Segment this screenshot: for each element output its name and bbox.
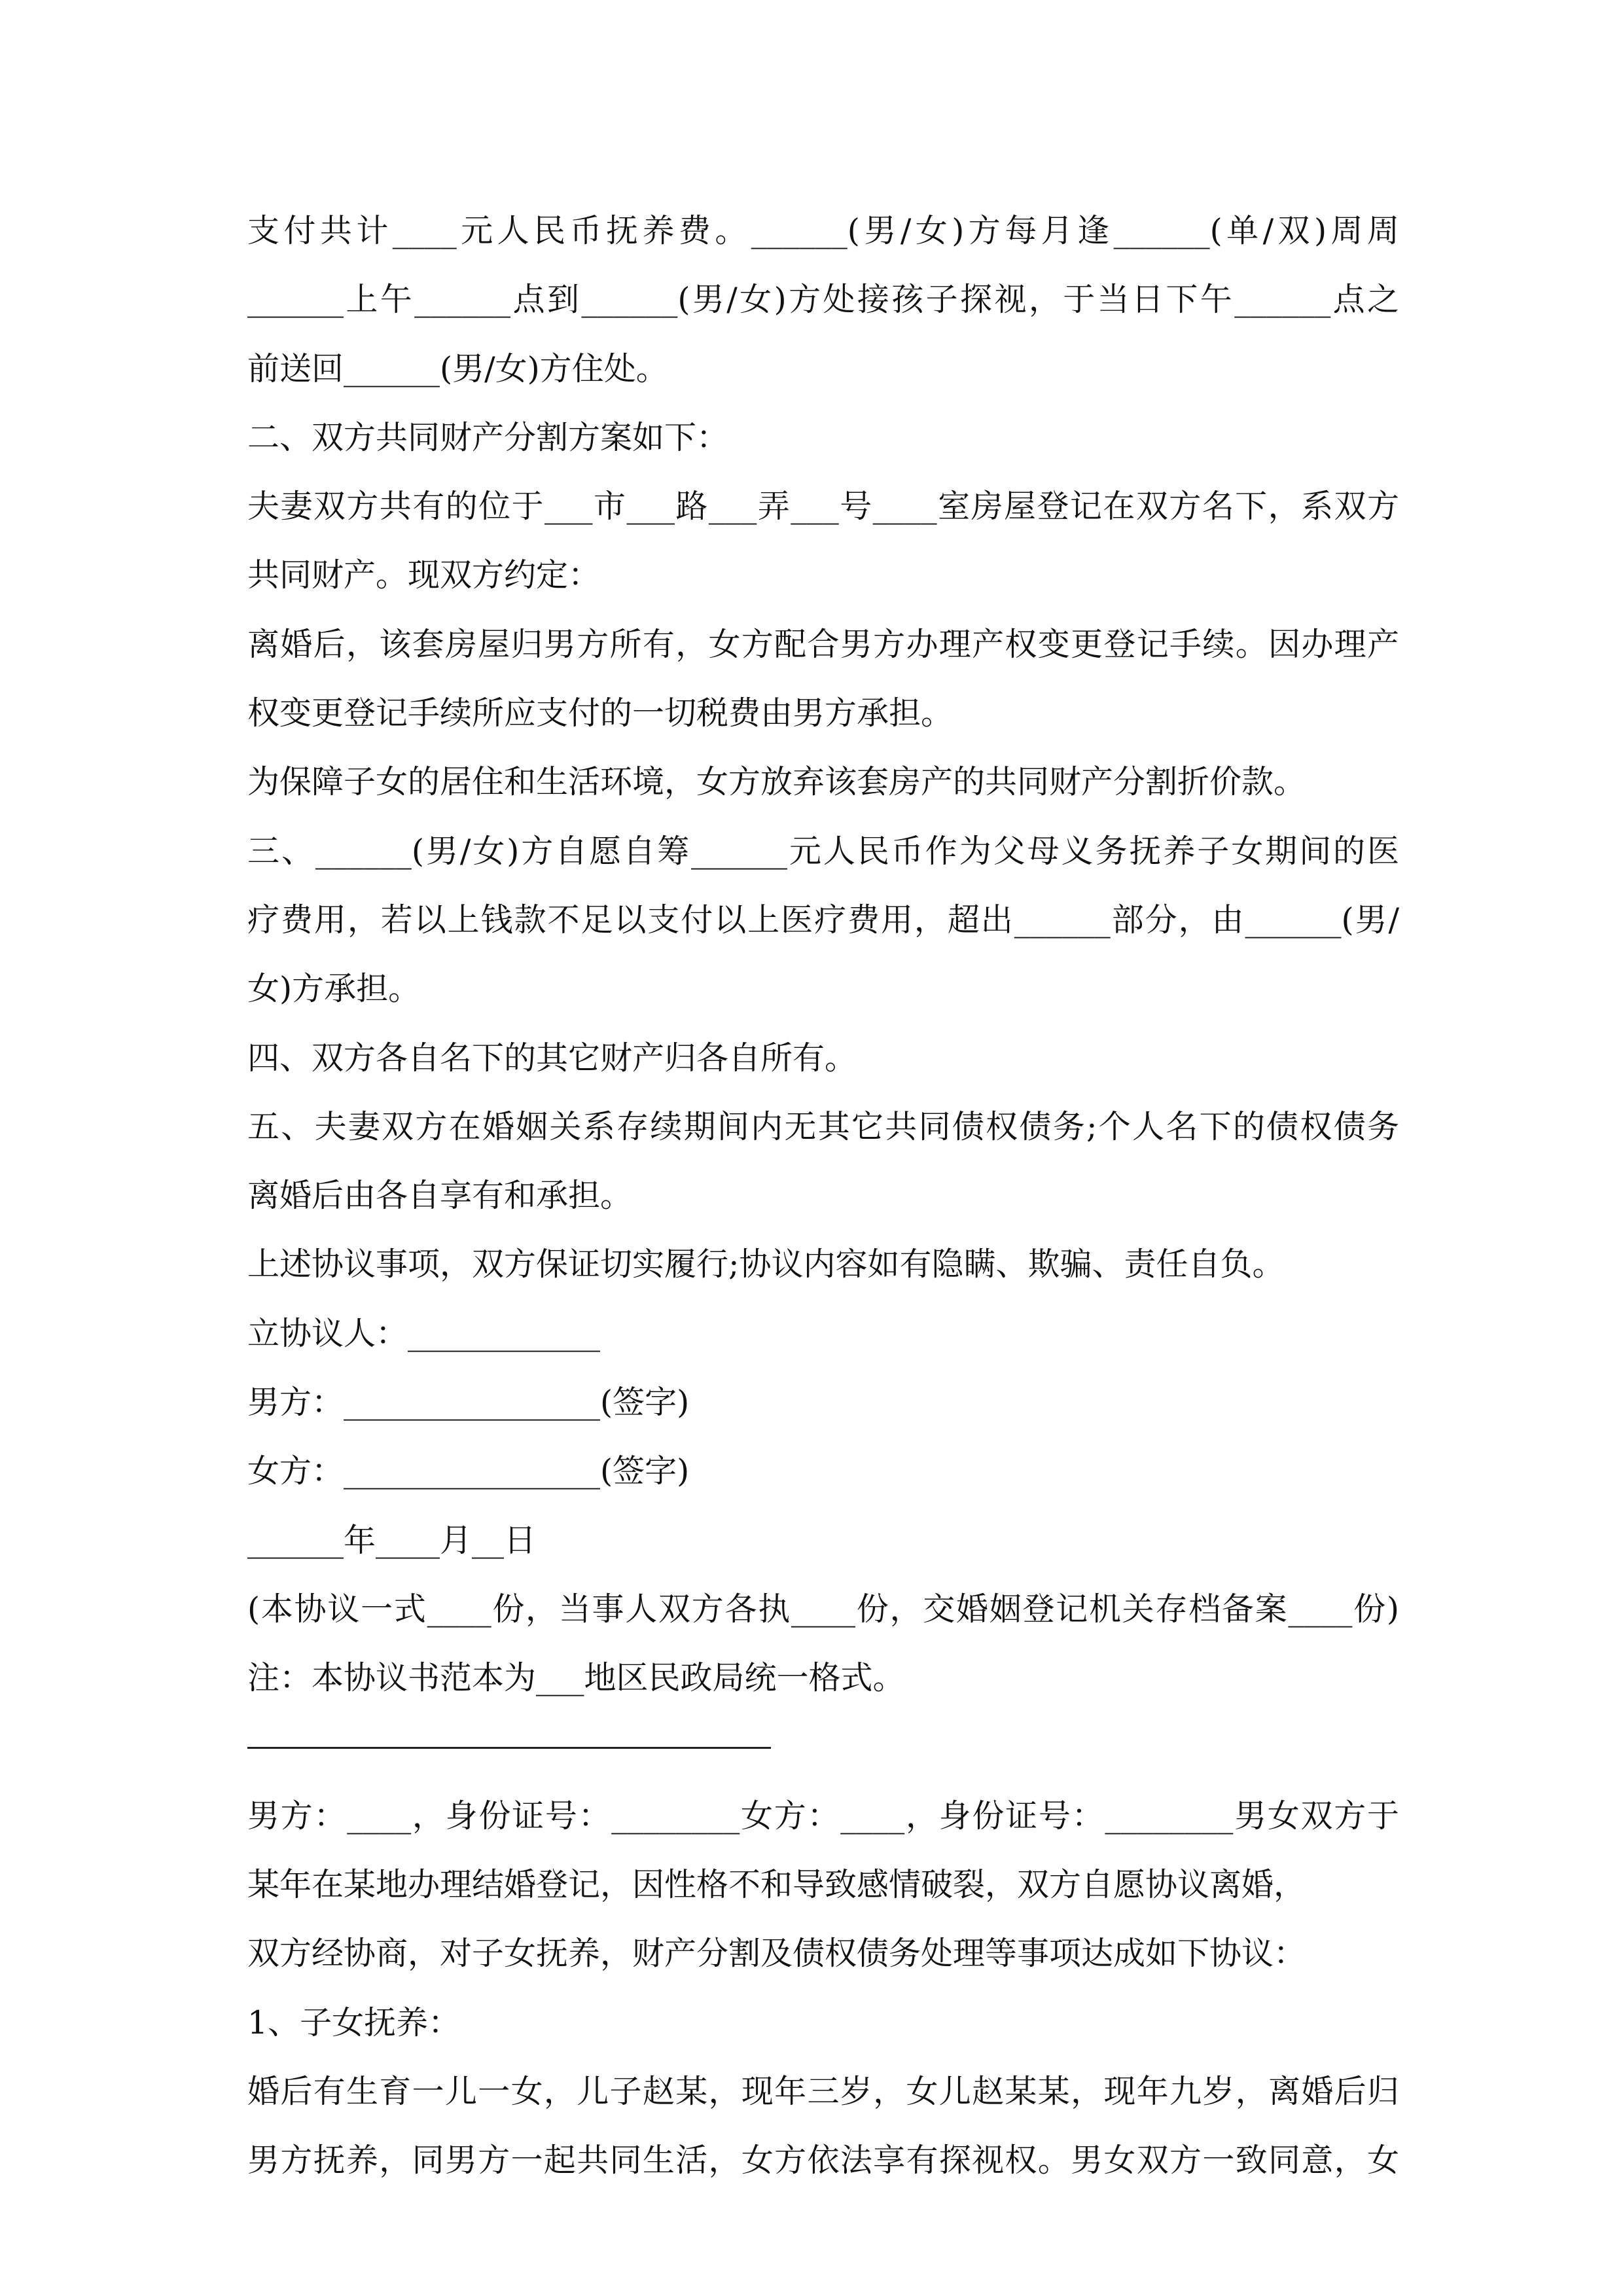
text-line: 女)方承担。 bbox=[247, 970, 421, 1008]
signatory-line: 立协议人：____________ bbox=[247, 1314, 601, 1352]
text-line: 为保障子女的居住和生活环境，女方放弃该套房产的共同财产分割折价款。 bbox=[247, 763, 1306, 801]
text-line: 双方经协商，对子女抚养，财产分割及债权债务处理等事项达成如下协议： bbox=[247, 1935, 1306, 1973]
section-divider bbox=[247, 1713, 1399, 1782]
text-line: ______上午______点到______(男/女)方处接孩子探视，于当日下午______点之 bbox=[247, 281, 1399, 319]
agreement-text bbox=[247, 196, 1399, 2195]
text-line: 上述协议事项，双方保证切实履行;协议内容如有隐瞒、欺骗、责任自负。 bbox=[247, 1246, 1285, 1283]
divider-rule bbox=[247, 1747, 771, 1749]
text-line: 离婚后，该套房屋归男方所有，女方配合男方办理产权变更登记手续。因办理产 bbox=[247, 625, 1399, 663]
text-line: 五、夫妻双方在婚姻关系存续期间内无其它共同债权债务;个人名下的债权债务 bbox=[247, 1107, 1399, 1145]
copies-note-line: (本协议一式____份，当事人双方各执____份，交婚姻登记机关存档备案____份) bbox=[247, 1590, 1399, 1628]
text-line: 某年在某地办理结婚登记，因性格不和导致感情破裂，双方自愿协议离婚， bbox=[247, 1866, 1306, 1904]
text-line: 前送回______(男/女)方住处。 bbox=[247, 350, 668, 387]
template-note-line: 注：本协议书范本为___地区民政局统一格式。 bbox=[247, 1659, 905, 1697]
text-line: 婚后有生育一儿一女，儿子赵某，现年三岁，女儿赵某某，现年九岁，离婚后归 bbox=[247, 2073, 1399, 2111]
text-line: 三、______(男/女)方自愿自筹______元人民币作为父母义务抚养子女期间的医 bbox=[247, 832, 1399, 870]
text-line: 四、双方各自名下的其它财产归各自所有。 bbox=[247, 1039, 857, 1077]
section-heading: 二、双方共同财产分割方案如下： bbox=[247, 418, 729, 456]
text-line: 疗费用，若以上钱款不足以支付以上医疗费用，超出______部分，由______(男/ bbox=[247, 901, 1399, 939]
female-signature-line: 女方：________________(签字) bbox=[247, 1452, 690, 1490]
text-line: 离婚后由各自享有和承担。 bbox=[247, 1177, 633, 1215]
section-heading: 1、子女抚养： bbox=[247, 2003, 461, 2041]
text-line: 权变更登记手续所应支付的一切税费由男方承担。 bbox=[247, 694, 954, 732]
text-line: 共同财产。现双方约定： bbox=[247, 556, 601, 594]
text-line: 夫妻双方共有的位于___市___路___弄___号____室房屋登记在双方名下，系双方 bbox=[247, 488, 1399, 526]
text-line: 男方抚养，同男方一起共同生活，女方依法享有探视权。男女双方一致同意，女 bbox=[247, 2142, 1399, 2179]
male-signature-line: 男方：________________(签字) bbox=[247, 1384, 690, 1422]
text-line: 支付共计____元人民币抚养费。______(男/女)方每月逢______(单/双)周周 bbox=[247, 212, 1399, 249]
text-line: 男方：____，身份证号：________女方：____，身份证号：________男女双方于 bbox=[247, 1797, 1399, 1835]
date-line: ______年____月__日 bbox=[247, 1521, 537, 1559]
